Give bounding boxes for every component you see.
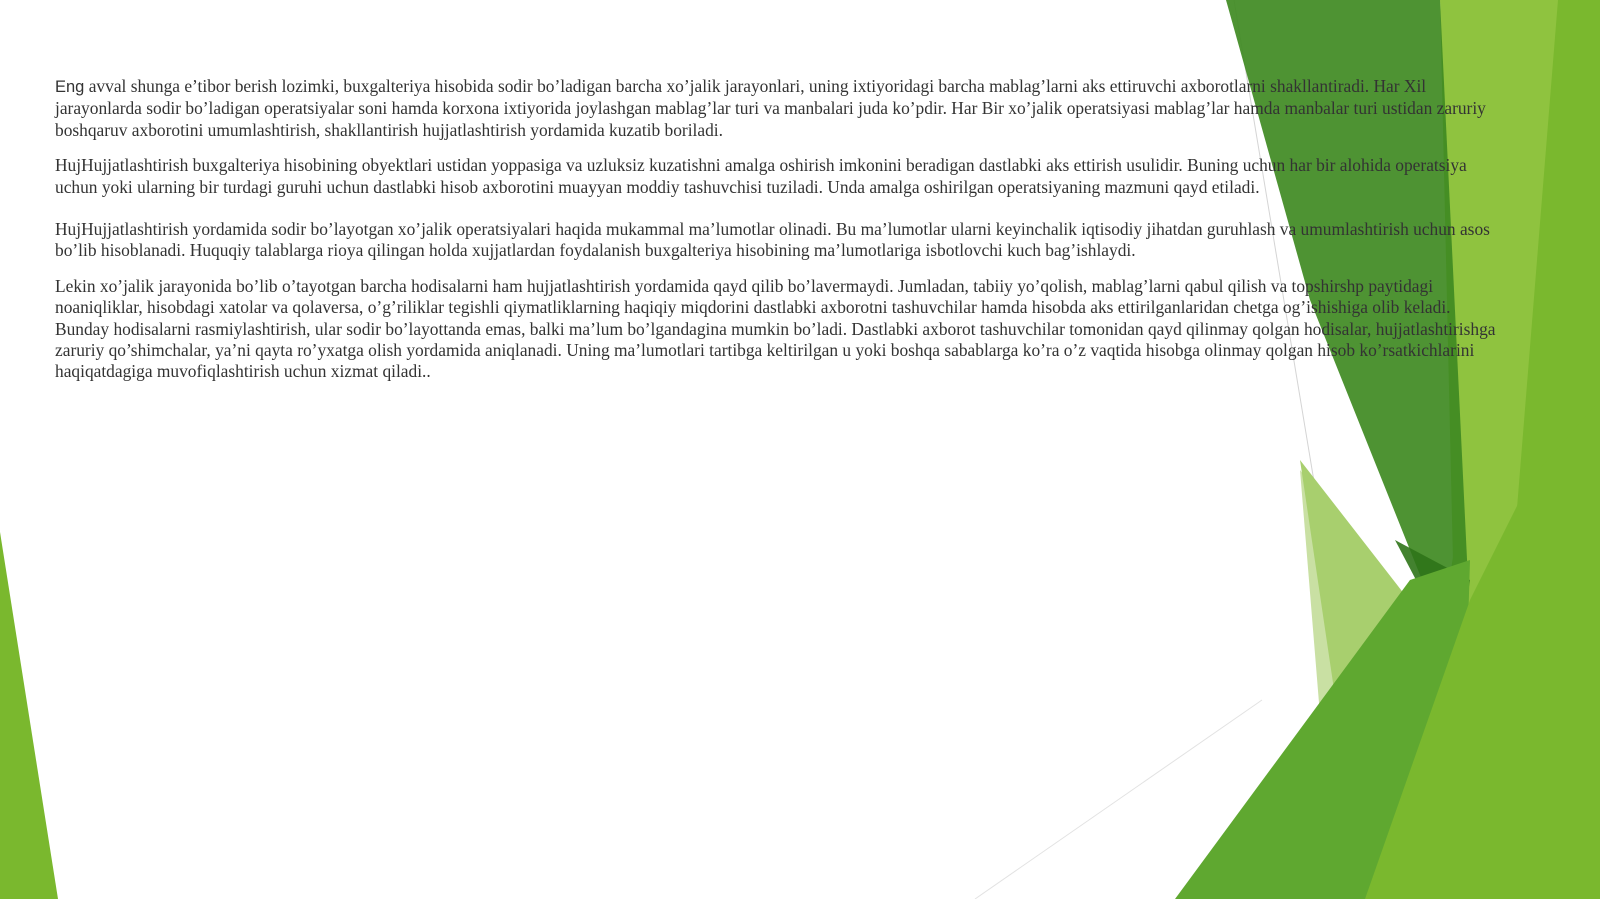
paragraph-4: Lekin xo’jalik jarayonida bo’lib o’tayotgan barcha hodisalarni ham hujjatlashtirish yordamida qayd qilib bo’lavermaydi. Jumladan, tabiiy yo’qolish, mablag’larni qabul qilish va topshirshp paytidagi noaniqliklar, hisobdagi xatolar va qolaversa, o’g’riliklar tegishli qiymatliklarning haqiqiy miqdorini dastlabki axborotni tashuvchilar hamda hisobda aks ettirilganlaridan chetga og’ishishiga olib keladi. Bunday hodisalarni rasmiylashtirish, ular sodir bo’layottanda emas, balki ma’lum bo’lgandagina mumkin bo’ladi. Dastlabki axborot tashuvchilar tomonidan qayd qilinmay qolgan hodisalar, hujjatlashtirishga zaruriy qo’shimchalar, ya’ni qayta ro’yxatga olish yordamida aniqlanadi. Uning ma’lumotlari tartibga keltirilgan u yoki boshqa sabablarga ko’ra o’z vaqtida hisobga olinmay qolgan hisob ko’rsatkichlarini haqiqatdagiga muvofiqlashtirish uchun xizmat qiladi.. bbox=[55, 275, 1496, 382]
paragraph-1-lead: Eng bbox=[55, 78, 85, 96]
paragraph-1-text: avval shunga e’tibor berish lozimki, buxgalteriya hisobida sodir bo’ladigan barcha xo’jalik jarayonlari, uning ixtiyoridagi barcha mablag’larni aks ettiruvchi axborotlarni shakllantiradi. Har Xil jarayonlarda sodir bo’ladigan operatsiyalar soni hamda korxona ixtiyorida joylashgan mablag’lar turi va manbalari juda ko’pdir. Har Bir xo’jalik operatsiyasi mablag’lar hamda manbalar turi ustidan zaruriy boshqaruv axborotini umumlashtirish, shakllantirish hujjatlashtirish yordamida kuzatib boriladi. bbox=[55, 76, 1486, 140]
left-accent-shape bbox=[0, 532, 58, 899]
slide-body bbox=[55, 76, 1500, 404]
paragraph-1 bbox=[55, 76, 1500, 141]
paragraph-2: HujHujjatlashtirish buxgalteriya hisobining obyektlari ustidan yoppasiga va uzluksiz kuzatishni amalga oshirish imkonini beradigan dastlabki aks ettirish usulidir. Buning uchun har bir alohida operatsiya uchun yoki ularning bir turdagi guruhi uchun dastlabki hisob axborotini muayyan moddiy tashuvchisi tuziladi. Unda amalga oshirilgan operatsiyaning mazmuni qayd etiladi. bbox=[55, 155, 1467, 197]
paragraph-3: HujHujjatlashtirish yordamida sodir bo’layotgan xo’jalik operatsiyalari haqida mukammal ma’lumotlar olinadi. Bu ma’lumotlar ularni keyinchalik iqtisodiy jihatdan guruhlash va umumlashtirish uchun asos bo’lib hisoblanadi. Huquqiy talablarga rioya qilingan holda xujjatlardan foydalanish buxgalteriya hisobining ma’lumotlariga isbotlovchi kuch bag’ishlaydi. bbox=[55, 219, 1490, 261]
